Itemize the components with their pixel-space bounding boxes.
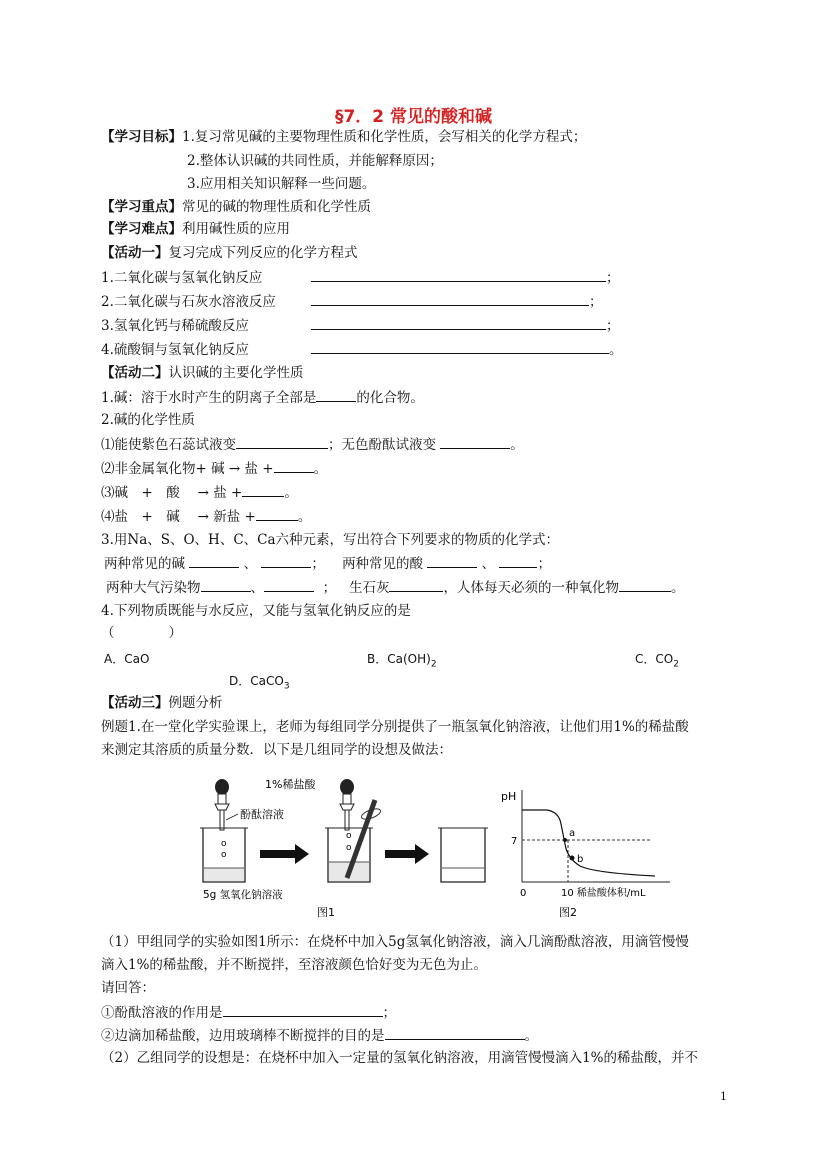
answer-blank[interactable] — [427, 554, 477, 568]
goal-2: 2.整体认识碱的共同性质，并能解释原因； — [187, 153, 443, 169]
answer-blank[interactable] — [264, 578, 314, 592]
option-a[interactable]: A．CaO — [104, 652, 150, 666]
difficulty-line — [101, 220, 290, 238]
answer-blank[interactable] — [619, 578, 671, 592]
a2-q1: 1.碱：溶于水时产生的阴离子全部是 的化合物。 — [101, 390, 424, 406]
goal-3: 3.应用相关知识解释一些问题。 — [187, 176, 376, 192]
point-b — [570, 856, 575, 861]
a2-q2: 2.碱的化学性质 — [101, 412, 195, 428]
y-axis-label: pH — [501, 790, 517, 803]
a2-q4-paren: （ ） — [101, 625, 182, 641]
a2-q4: 4.下列物质既能与水反应，又能与氢氧化钠反应的是 — [101, 603, 411, 619]
y-tick-7: 7 — [511, 836, 518, 847]
example1-line2: 来测定其溶质的质量分数．以下是几组同学的设想及做法： — [101, 742, 452, 758]
figures — [195, 770, 675, 922]
answer-blank[interactable] — [201, 578, 251, 592]
question-r1: ①酚酞溶液的作用是 ； — [101, 1005, 396, 1021]
ph-curve — [522, 810, 655, 876]
a2-q3-row2: 两种大气污染物 、 ； 生石灰 ，人体每天必须的一种氧化物 。 — [106, 580, 685, 596]
dropper-2 — [340, 779, 354, 830]
activity1-heading — [101, 244, 358, 262]
svg-text:o: o — [221, 850, 227, 860]
answer-blank[interactable] — [274, 459, 314, 473]
part2-line1: （2）乙组同学的设想是：在烧杯中加入一定量的氢氧化钠溶液，用滴管慢慢滴入1%的稀盐酸，并不 — [101, 1050, 699, 1066]
answer-blank[interactable] — [385, 1026, 525, 1040]
answer-blank[interactable] — [311, 316, 606, 330]
answer-blank[interactable] — [223, 1003, 383, 1017]
eq-item-2: 2.二氧化碳与石灰水溶液反应 ； — [101, 294, 603, 310]
a2-q3-row1: 两种常见的碱 、 ； 两种常见的酸 、 ； — [104, 556, 551, 572]
svg-text:o: o — [221, 839, 227, 849]
example1-line1: 例题1.在一堂化学实验课上，老师为每组同学分别提供了一瓶氢氧化钠溶液，让他们用1%的稀盐酸 — [101, 719, 689, 735]
difficulty-label: 【学习难点】 — [101, 221, 182, 237]
answer-blank[interactable] — [189, 554, 239, 568]
answer-blank[interactable] — [440, 435, 510, 449]
beaker-3 — [438, 828, 488, 882]
origin-label: 0 — [520, 888, 527, 899]
focus-text: 常见的碱的物理性质和化学性质 — [182, 199, 371, 215]
a2-p1: ⑴能使紫色石蕊试液变 ；无色酚酞试液变 。 — [101, 437, 524, 453]
figure-1-caption: 图1 — [317, 906, 335, 919]
focus-line — [101, 198, 371, 216]
indicator-label: 酚酞溶液 — [240, 808, 284, 821]
answer-blank[interactable] — [316, 388, 356, 402]
svg-text:o: o — [346, 831, 352, 841]
figure-2-caption: 图2 — [559, 906, 577, 919]
answer-blank[interactable] — [311, 268, 606, 282]
activity3-label: 【活动三】 — [101, 695, 169, 711]
svg-text:o: o — [346, 843, 352, 853]
ask-line: 请回答： — [101, 980, 155, 996]
answer-blank[interactable] — [389, 578, 443, 592]
activity3-heading — [101, 694, 223, 712]
activity2-heading — [101, 364, 304, 382]
activity1-text: 复习完成下列反应的化学方程式 — [168, 245, 358, 261]
eq-item-3: 3.氢氧化钙与稀硫酸反应 ； — [101, 318, 620, 334]
option-b[interactable]: B．$Ca(OH)_2$ — [367, 652, 437, 670]
figure-1 — [200, 777, 488, 919]
answer-blank[interactable] — [256, 507, 298, 521]
option-c[interactable]: C．$CO_2$ — [635, 652, 679, 670]
x-axis-label: 10 稀盐酸体积/mL — [561, 888, 646, 899]
goal-1: 1.复习常见碱的主要物理性质和化学性质，会写相关的化学方程式； — [182, 129, 587, 145]
figure-2 — [501, 790, 670, 919]
a2-q3: 3.用Na、S、O、H、C、Ca六种元素，写出符合下列要求的物质的化学式： — [101, 532, 560, 548]
question-r2: ②边滴加稀盐酸，边用玻璃棒不断搅拌的目的是 。 — [101, 1028, 538, 1044]
point-a — [563, 838, 567, 842]
option-d[interactable]: D．CaCO$_3$ — [229, 674, 290, 692]
answer-blank[interactable] — [236, 435, 328, 449]
answer-blank[interactable] — [499, 554, 537, 568]
answer-blank[interactable] — [311, 292, 589, 306]
a2-p3: ⑶碱 + 酸 → 盐 + 。 — [101, 485, 298, 501]
dropper-1 — [215, 779, 229, 830]
difficulty-text: 利用碱性质的应用 — [182, 221, 290, 237]
naoh-label: 5g 氢氧化钠溶液 — [203, 889, 283, 901]
goals-line-1 — [101, 128, 586, 146]
goals-label: 【学习目标】 — [101, 129, 182, 145]
focus-label: 【学习重点】 — [101, 199, 182, 215]
page-number: 1 — [720, 1090, 727, 1103]
arrow-right-icon — [385, 844, 429, 864]
a2-p2: ⑵非金属氧化物+ 碱 → 盐 + 。 — [101, 461, 328, 477]
page-title: §7．2 常见的酸和碱 — [334, 107, 493, 127]
beaker-1 — [200, 828, 248, 882]
activity3-text: 例题分析 — [168, 695, 223, 711]
activity1-label: 【活动一】 — [101, 245, 169, 261]
point-a-label: a — [569, 828, 576, 839]
point-b-label: b — [577, 854, 584, 865]
part1-line2: 滴入1%的稀盐酸，并不断搅拌，至溶液颜色恰好变为无色为止。 — [101, 957, 487, 973]
acid-label: 1%稀盐酸 — [265, 778, 316, 791]
eq-item-4: 4.硫酸铜与氢氧化钠反应 。 — [101, 342, 623, 358]
answer-blank[interactable] — [311, 340, 609, 354]
activity2-text: 认识碱的主要化学性质 — [168, 365, 304, 381]
answer-blank[interactable] — [261, 554, 311, 568]
part1-line1: （1）甲组同学的实验如图1所示：在烧杯中加入5g氢氧化钠溶液，滴入几滴酚酞溶液，用滴管慢慢 — [101, 934, 689, 950]
activity2-label: 【活动二】 — [101, 365, 169, 381]
a2-p4: ⑷盐 + 碱 → 新盐 + 。 — [101, 509, 312, 525]
eq-item-1: 1.二氧化碳与氢氧化钠反应 ； — [101, 270, 620, 286]
answer-blank[interactable] — [242, 483, 284, 497]
arrow-right-icon — [260, 844, 309, 864]
